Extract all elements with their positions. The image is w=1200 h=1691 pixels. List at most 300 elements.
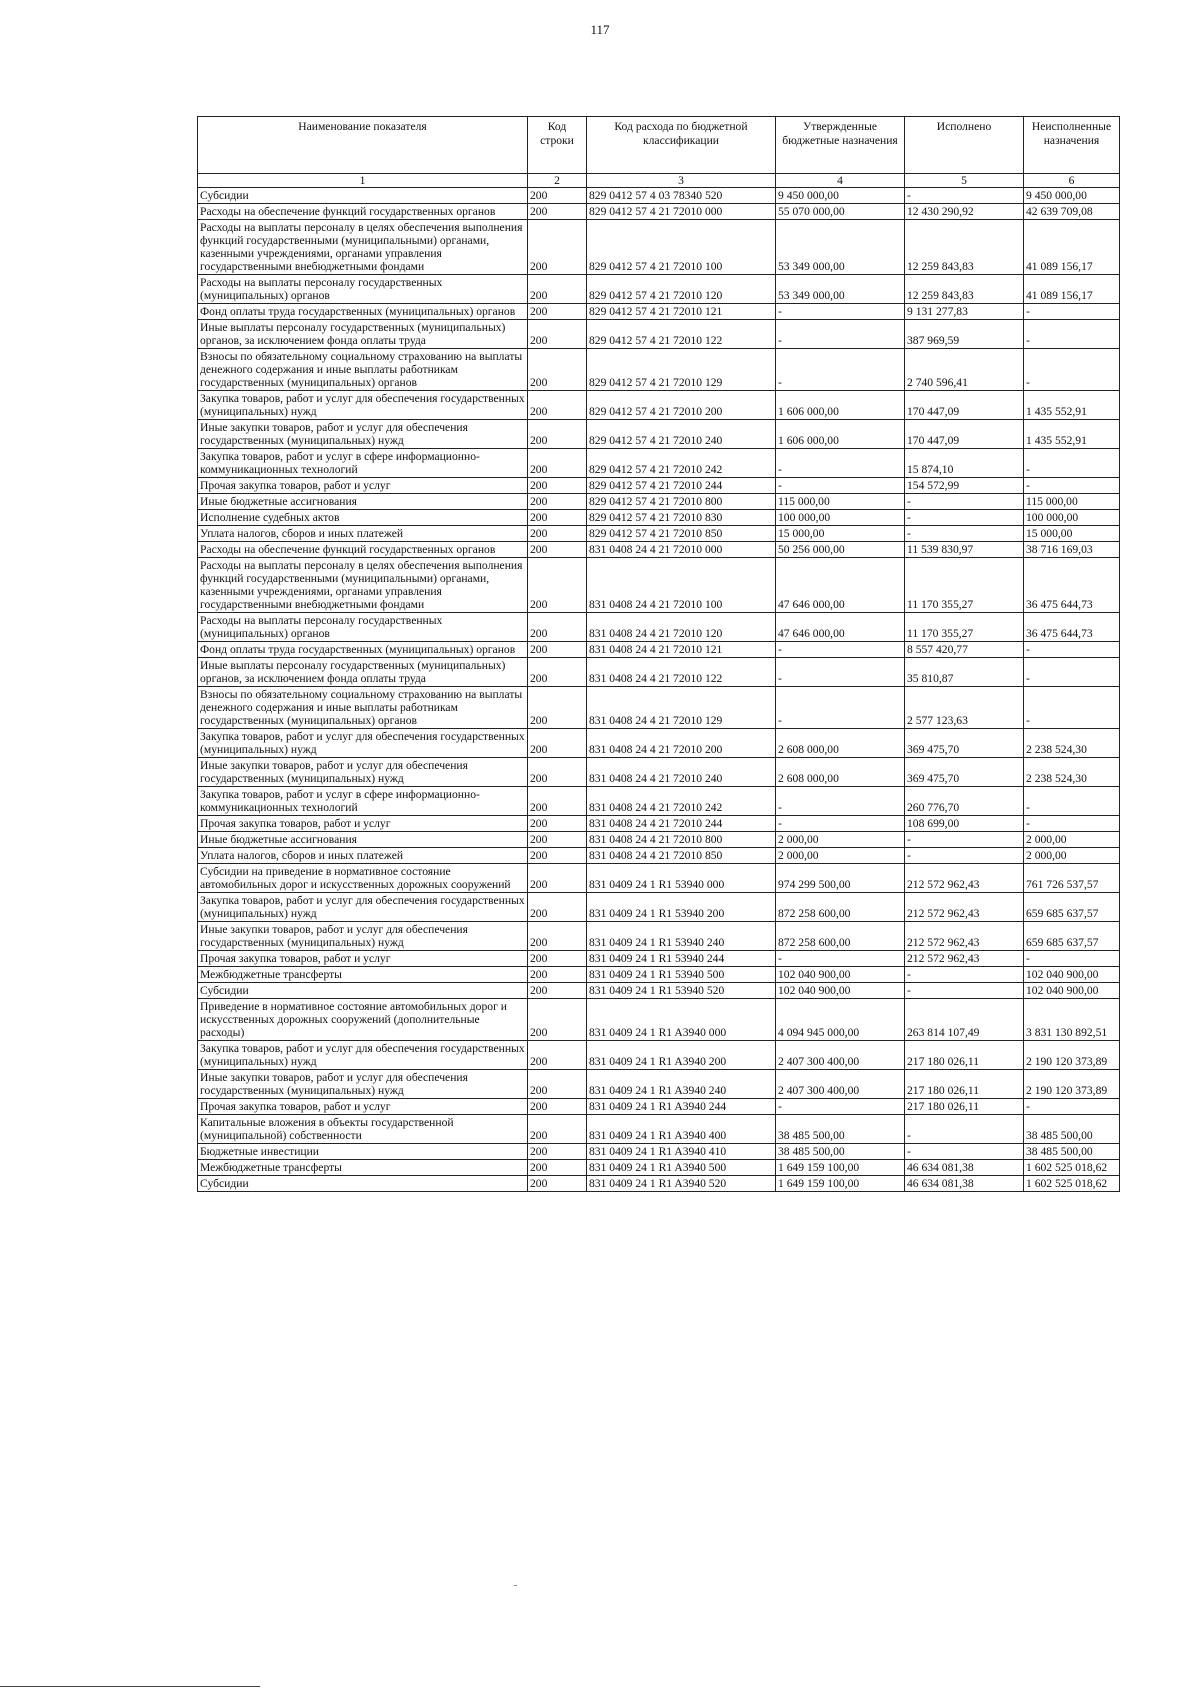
table-row [198,1070,1120,1099]
cell-budget-code: 831 0408 24 4 21 72010 120 [587,613,776,642]
cell-unexecuted: - [1024,642,1120,658]
table-row [198,188,1120,204]
table-row [198,1176,1120,1192]
cell-unexecuted: 41 089 156,17 [1024,275,1120,304]
cell-line-code: 200 [528,494,587,510]
table-header [198,117,1120,188]
cell-line-code: 200 [528,320,587,349]
cell-name: Закупка товаров, работ и услуг для обеспечения государственных (муниципальных) нужд [198,729,528,758]
cell-executed: 11 539 830,97 [905,542,1024,558]
cell-budget-code: 831 0409 24 1 R1 A3940 500 [587,1160,776,1176]
cell-approved: - [776,951,905,967]
cell-unexecuted: 3 831 130 892,51 [1024,999,1120,1041]
table-row [198,613,1120,642]
cell-executed: 387 969,59 [905,320,1024,349]
cell-name: Иные выплаты персоналу государственных (муниципальных) органов, за исключением фонда оплаты труда [198,320,528,349]
cell-budget-code: 829 0412 57 4 21 72010 121 [587,304,776,320]
cell-name: Прочая закупка товаров, работ и услуг [198,816,528,832]
cell-line-code: 200 [528,558,587,613]
cell-approved: 4 094 945 000,00 [776,999,905,1041]
table-row [198,478,1120,494]
cell-approved: 2 000,00 [776,832,905,848]
cell-unexecuted: 102 040 900,00 [1024,983,1120,999]
cell-approved: 2 608 000,00 [776,729,905,758]
cell-budget-code: 831 0409 24 1 R1 A3940 400 [587,1115,776,1144]
cell-executed: - [905,1115,1024,1144]
cell-budget-code: 829 0412 57 4 21 72010 244 [587,478,776,494]
cell-budget-code: 831 0409 24 1 R1 53940 520 [587,983,776,999]
cell-budget-code: 831 0408 24 4 21 72010 800 [587,832,776,848]
table-row [198,893,1120,922]
cell-name: Уплата налогов, сборов и иных платежей [198,526,528,542]
cell-line-code: 200 [528,220,587,275]
cell-name: Закупка товаров, работ и услуг в сфере информационно-коммуникационных технологий [198,787,528,816]
cell-unexecuted: - [1024,304,1120,320]
table-row [198,642,1120,658]
cell-executed: 11 170 355,27 [905,558,1024,613]
cell-executed: - [905,832,1024,848]
table-row [198,922,1120,951]
table-row [198,1115,1120,1144]
cell-executed: 46 634 081,38 [905,1176,1024,1192]
cell-budget-code: 831 0408 24 4 21 72010 000 [587,542,776,558]
column-number: 6 [1024,174,1120,188]
table-row [198,391,1120,420]
cell-budget-code: 831 0409 24 1 R1 A3940 240 [587,1070,776,1099]
cell-name: Взносы по обязательному социальному страхованию на выплаты денежного содержания и иные выплаты работникам государственных (муниципальных) органов [198,687,528,729]
cell-executed: 217 180 026,11 [905,1070,1024,1099]
cell-unexecuted: 659 685 637,57 [1024,922,1120,951]
cell-unexecuted: 36 475 644,73 [1024,558,1120,613]
cell-approved: 53 349 000,00 [776,220,905,275]
cell-executed: 212 572 962,43 [905,893,1024,922]
header-row [198,117,1120,174]
cell-line-code: 200 [528,1041,587,1070]
table-row [198,420,1120,449]
table-row [198,275,1120,304]
cell-approved: 2 407 300 400,00 [776,1070,905,1099]
cell-executed: 2 740 596,41 [905,349,1024,391]
cell-name: Исполнение судебных актов [198,510,528,526]
cell-budget-code: 831 0408 24 4 21 72010 200 [587,729,776,758]
cell-line-code: 200 [528,999,587,1041]
cell-name: Уплата налогов, сборов и иных платежей [198,848,528,864]
cell-unexecuted: - [1024,320,1120,349]
cell-name: Субсидии [198,188,528,204]
cell-unexecuted: 38 716 169,03 [1024,542,1120,558]
cell-name: Субсидии на приведение в нормативное состояние автомобильных дорог и искусственных дорожных сооружений [198,864,528,893]
table-row [198,758,1120,787]
cell-unexecuted: 102 040 900,00 [1024,967,1120,983]
cell-budget-code: 831 0409 24 1 R1 A3940 410 [587,1144,776,1160]
cell-approved: 47 646 000,00 [776,613,905,642]
cell-budget-code: 831 0408 24 4 21 72010 129 [587,687,776,729]
cell-unexecuted: 2 000,00 [1024,832,1120,848]
cell-budget-code: 831 0409 24 1 R1 A3940 000 [587,999,776,1041]
cell-line-code: 200 [528,510,587,526]
cell-executed: - [905,494,1024,510]
cell-executed: 212 572 962,43 [905,951,1024,967]
cell-executed: 369 475,70 [905,758,1024,787]
cell-approved: - [776,642,905,658]
table-row [198,787,1120,816]
page-number: 117 [590,22,610,37]
cell-approved: 872 258 600,00 [776,893,905,922]
table-row [198,494,1120,510]
cell-unexecuted: 2 190 120 373,89 [1024,1070,1120,1099]
cell-line-code: 200 [528,687,587,729]
cell-budget-code: 831 0408 24 4 21 72010 121 [587,642,776,658]
cell-budget-code: 829 0412 57 4 21 72010 850 [587,526,776,542]
header-executed: Исполнено [905,117,1024,174]
table-row [198,967,1120,983]
cell-name: Прочая закупка товаров, работ и услуг [198,1099,528,1115]
cell-unexecuted: - [1024,478,1120,494]
cell-executed: 217 180 026,11 [905,1041,1024,1070]
cell-approved: - [776,349,905,391]
cell-executed: 8 557 420,77 [905,642,1024,658]
cell-line-code: 200 [528,967,587,983]
cell-budget-code: 831 0409 24 1 R1 A3940 200 [587,1041,776,1070]
table-row [198,542,1120,558]
cell-line-code: 200 [528,449,587,478]
cell-budget-code: 831 0409 24 1 R1 53940 240 [587,922,776,951]
cell-name: Иные закупки товаров, работ и услуг для обеспечения государственных (муниципальных) нужд [198,1070,528,1099]
cell-executed: 46 634 081,38 [905,1160,1024,1176]
cell-budget-code: 829 0412 57 4 21 72010 129 [587,349,776,391]
table-row [198,320,1120,349]
cell-budget-code: 829 0412 57 4 21 72010 100 [587,220,776,275]
cell-budget-code: 831 0408 24 4 21 72010 242 [587,787,776,816]
cell-name: Иные закупки товаров, работ и услуг для обеспечения государственных (муниципальных) нужд [198,420,528,449]
cell-budget-code: 831 0409 24 1 R1 A3940 244 [587,1099,776,1115]
cell-executed: 212 572 962,43 [905,864,1024,893]
cell-unexecuted: 761 726 537,57 [1024,864,1120,893]
cell-unexecuted: 2 000,00 [1024,848,1120,864]
cell-budget-code: 831 0408 24 4 21 72010 122 [587,658,776,687]
cell-unexecuted: - [1024,1099,1120,1115]
cell-budget-code: 831 0409 24 1 R1 53940 200 [587,893,776,922]
cell-approved: 53 349 000,00 [776,275,905,304]
cell-unexecuted: 2 238 524,30 [1024,729,1120,758]
table-row [198,999,1120,1041]
cell-name: Субсидии [198,1176,528,1192]
cell-name: Закупка товаров, работ и услуг для обеспечения государственных (муниципальных) нужд [198,893,528,922]
cell-approved: - [776,787,905,816]
column-number: 4 [776,174,905,188]
cell-approved: - [776,1099,905,1115]
budget-execution-table [197,116,1120,1192]
cell-executed: 170 447,09 [905,391,1024,420]
cell-line-code: 200 [528,275,587,304]
cell-line-code: 200 [528,658,587,687]
cell-line-code: 200 [528,542,587,558]
cell-line-code: 200 [528,1176,587,1192]
table-row [198,1041,1120,1070]
header-budget-code: Код расхода по бюджетной классификации [587,117,776,174]
cell-approved: - [776,449,905,478]
cell-name: Иные закупки товаров, работ и услуг для обеспечения государственных (муниципальных) нужд [198,922,528,951]
table-row [198,526,1120,542]
cell-line-code: 200 [528,951,587,967]
cell-line-code: 200 [528,848,587,864]
cell-line-code: 200 [528,1070,587,1099]
cell-unexecuted: - [1024,449,1120,478]
cell-unexecuted: 38 485 500,00 [1024,1144,1120,1160]
column-number: 2 [528,174,587,188]
cell-line-code: 200 [528,729,587,758]
table-row [198,729,1120,758]
cell-unexecuted: - [1024,349,1120,391]
cell-approved: - [776,816,905,832]
cell-executed: 108 699,00 [905,816,1024,832]
table-row [198,204,1120,220]
cell-approved: 1 606 000,00 [776,391,905,420]
cell-approved: 15 000,00 [776,526,905,542]
cell-executed: 2 577 123,63 [905,687,1024,729]
cell-line-code: 200 [528,642,587,658]
cell-line-code: 200 [528,204,587,220]
cell-budget-code: 829 0412 57 4 21 72010 242 [587,449,776,478]
cell-line-code: 200 [528,349,587,391]
cell-executed: 212 572 962,43 [905,922,1024,951]
cell-line-code: 200 [528,922,587,951]
header-approved: Утвержденные бюджетные назначения [776,117,905,174]
table-row [198,687,1120,729]
cell-approved: - [776,320,905,349]
cell-line-code: 200 [528,864,587,893]
cell-budget-code: 831 0409 24 1 R1 53940 500 [587,967,776,983]
cell-executed: 260 776,70 [905,787,1024,816]
cell-unexecuted: 100 000,00 [1024,510,1120,526]
cell-approved: 55 070 000,00 [776,204,905,220]
cell-line-code: 200 [528,832,587,848]
cell-unexecuted: 38 485 500,00 [1024,1115,1120,1144]
cell-approved: - [776,478,905,494]
cell-budget-code: 831 0409 24 1 R1 53940 000 [587,864,776,893]
cell-approved: 50 256 000,00 [776,542,905,558]
cell-unexecuted: - [1024,658,1120,687]
cell-budget-code: 829 0412 57 4 21 72010 800 [587,494,776,510]
cell-name: Расходы на обеспечение функций государственных органов [198,542,528,558]
cell-unexecuted: - [1024,787,1120,816]
cell-name: Фонд оплаты труда государственных (муниципальных) органов [198,304,528,320]
cell-name: Закупка товаров, работ и услуг для обеспечения государственных (муниципальных) нужд [198,391,528,420]
cell-approved: 872 258 600,00 [776,922,905,951]
cell-line-code: 200 [528,420,587,449]
column-number: 1 [198,174,528,188]
column-number: 3 [587,174,776,188]
cell-unexecuted: 1 435 552,91 [1024,420,1120,449]
cell-name: Закупка товаров, работ и услуг для обеспечения государственных (муниципальных) нужд [198,1041,528,1070]
table-row [198,220,1120,275]
table-row [198,848,1120,864]
table-row [198,816,1120,832]
cell-unexecuted: 115 000,00 [1024,494,1120,510]
cell-approved: 115 000,00 [776,494,905,510]
cell-executed: 11 170 355,27 [905,613,1024,642]
cell-name: Иные бюджетные ассигнования [198,832,528,848]
cell-line-code: 200 [528,1115,587,1144]
cell-name: Расходы на выплаты персоналу в целях обеспечения выполнения функций государственными (муниципальными) органами, казенными учреждениями, органами управления государственными внебюджетными фондами [198,558,528,613]
cell-approved: 100 000,00 [776,510,905,526]
cell-name: Иные выплаты персоналу государственных (муниципальных) органов, за исключением фонда оплаты труда [198,658,528,687]
cell-unexecuted: 1 602 525 018,62 [1024,1176,1120,1192]
cell-approved: 9 450 000,00 [776,188,905,204]
cell-unexecuted: 15 000,00 [1024,526,1120,542]
cell-approved: 1 606 000,00 [776,420,905,449]
cell-name: Прочая закупка товаров, работ и услуг [198,951,528,967]
cell-budget-code: 831 0408 24 4 21 72010 244 [587,816,776,832]
cell-budget-code: 831 0409 24 1 R1 53940 244 [587,951,776,967]
cell-line-code: 200 [528,391,587,420]
cell-line-code: 200 [528,893,587,922]
cell-budget-code: 829 0412 57 4 21 72010 830 [587,510,776,526]
cell-name: Расходы на выплаты персоналу в целях обеспечения выполнения функций государственными (муниципальными) органами, казенными учреждениями, органами управления государственными внебюджетными фондами [198,220,528,275]
cell-line-code: 200 [528,188,587,204]
cell-line-code: 200 [528,983,587,999]
cell-name: Взносы по обязательному социальному страхованию на выплаты денежного содержания и иные выплаты работникам государственных (муниципальных) органов [198,349,528,391]
cell-line-code: 200 [528,478,587,494]
table-row [198,832,1120,848]
cell-name: Субсидии [198,983,528,999]
cell-executed: - [905,983,1024,999]
header-name: Наименование показателя [198,117,528,174]
cell-name: Межбюджетные трансферты [198,967,528,983]
table-row [198,951,1120,967]
cell-budget-code: 829 0412 57 4 21 72010 000 [587,204,776,220]
cell-budget-code: 831 0408 24 4 21 72010 100 [587,558,776,613]
cell-budget-code: 831 0408 24 4 21 72010 850 [587,848,776,864]
cell-executed: 369 475,70 [905,729,1024,758]
table-row [198,1144,1120,1160]
table-row [198,658,1120,687]
cell-approved: - [776,687,905,729]
cell-executed: - [905,848,1024,864]
table-row [198,864,1120,893]
cell-name: Расходы на выплаты персоналу государственных (муниципальных) органов [198,613,528,642]
cell-approved: 2 608 000,00 [776,758,905,787]
cell-approved: 2 407 300 400,00 [776,1041,905,1070]
scan-mark [514,1585,517,1586]
footer-rule [0,1686,260,1687]
table-row [198,983,1120,999]
cell-approved: 102 040 900,00 [776,967,905,983]
cell-approved: 974 299 500,00 [776,864,905,893]
cell-name: Межбюджетные трансферты [198,1160,528,1176]
cell-executed: 15 874,10 [905,449,1024,478]
cell-name: Фонд оплаты труда государственных (муниципальных) органов [198,642,528,658]
cell-budget-code: 829 0412 57 4 21 72010 200 [587,391,776,420]
cell-unexecuted: 2 190 120 373,89 [1024,1041,1120,1070]
cell-approved: 1 649 159 100,00 [776,1176,905,1192]
cell-approved: 2 000,00 [776,848,905,864]
cell-line-code: 200 [528,1099,587,1115]
column-number-row [198,174,1120,188]
cell-executed: - [905,510,1024,526]
cell-approved: 102 040 900,00 [776,983,905,999]
cell-name: Иные бюджетные ассигнования [198,494,528,510]
cell-unexecuted: 42 639 709,08 [1024,204,1120,220]
cell-name: Капитальные вложения в объекты государственной (муниципальной) собственности [198,1115,528,1144]
table-row [198,304,1120,320]
table-row [198,510,1120,526]
cell-name: Бюджетные инвестиции [198,1144,528,1160]
cell-executed: 35 810,87 [905,658,1024,687]
table-row [198,558,1120,613]
cell-unexecuted: 36 475 644,73 [1024,613,1120,642]
cell-name: Расходы на обеспечение функций государственных органов [198,204,528,220]
cell-unexecuted: 2 238 524,30 [1024,758,1120,787]
cell-budget-code: 829 0412 57 4 21 72010 120 [587,275,776,304]
header-unexecuted: Неисполненные назначения [1024,117,1120,174]
cell-name: Закупка товаров, работ и услуг в сфере информационно-коммуникационных технологий [198,449,528,478]
cell-line-code: 200 [528,526,587,542]
cell-unexecuted: 659 685 637,57 [1024,893,1120,922]
cell-unexecuted: - [1024,687,1120,729]
cell-name: Приведение в нормативное состояние автомобильных дорог и искусственных дорожных сооружений (дополнительные расходы) [198,999,528,1041]
cell-budget-code: 831 0409 24 1 R1 A3940 520 [587,1176,776,1192]
cell-unexecuted: 9 450 000,00 [1024,188,1120,204]
cell-executed: 263 814 107,49 [905,999,1024,1041]
table-row [198,449,1120,478]
cell-budget-code: 831 0408 24 4 21 72010 240 [587,758,776,787]
cell-approved: 38 485 500,00 [776,1144,905,1160]
header-line-code: Код строки [528,117,587,174]
cell-name: Иные закупки товаров, работ и услуг для обеспечения государственных (муниципальных) нужд [198,758,528,787]
cell-executed: 170 447,09 [905,420,1024,449]
cell-executed: 217 180 026,11 [905,1099,1024,1115]
cell-executed: 12 430 290,92 [905,204,1024,220]
cell-unexecuted: - [1024,951,1120,967]
table-row [198,1099,1120,1115]
cell-line-code: 200 [528,1144,587,1160]
cell-unexecuted: 1 602 525 018,62 [1024,1160,1120,1176]
cell-budget-code: 829 0412 57 4 21 72010 122 [587,320,776,349]
cell-executed: 12 259 843,83 [905,275,1024,304]
cell-line-code: 200 [528,758,587,787]
cell-executed: - [905,967,1024,983]
cell-name: Расходы на выплаты персоналу государственных (муниципальных) органов [198,275,528,304]
cell-approved: 47 646 000,00 [776,558,905,613]
cell-budget-code: 829 0412 57 4 21 72010 240 [587,420,776,449]
cell-unexecuted: 41 089 156,17 [1024,220,1120,275]
cell-unexecuted: - [1024,816,1120,832]
cell-line-code: 200 [528,1160,587,1176]
cell-executed: 9 131 277,83 [905,304,1024,320]
cell-approved: - [776,658,905,687]
table-row [198,349,1120,391]
cell-approved: 1 649 159 100,00 [776,1160,905,1176]
cell-name: Прочая закупка товаров, работ и услуг [198,478,528,494]
column-number: 5 [905,174,1024,188]
cell-budget-code: 829 0412 57 4 03 78340 520 [587,188,776,204]
cell-approved: 38 485 500,00 [776,1115,905,1144]
cell-unexecuted: 1 435 552,91 [1024,391,1120,420]
cell-approved: - [776,304,905,320]
cell-executed: 154 572,99 [905,478,1024,494]
table-body [198,188,1120,1192]
cell-line-code: 200 [528,613,587,642]
cell-line-code: 200 [528,304,587,320]
cell-line-code: 200 [528,787,587,816]
cell-executed: - [905,188,1024,204]
table-row [198,1160,1120,1176]
cell-executed: - [905,1144,1024,1160]
cell-executed: 12 259 843,83 [905,220,1024,275]
cell-line-code: 200 [528,816,587,832]
cell-executed: - [905,526,1024,542]
